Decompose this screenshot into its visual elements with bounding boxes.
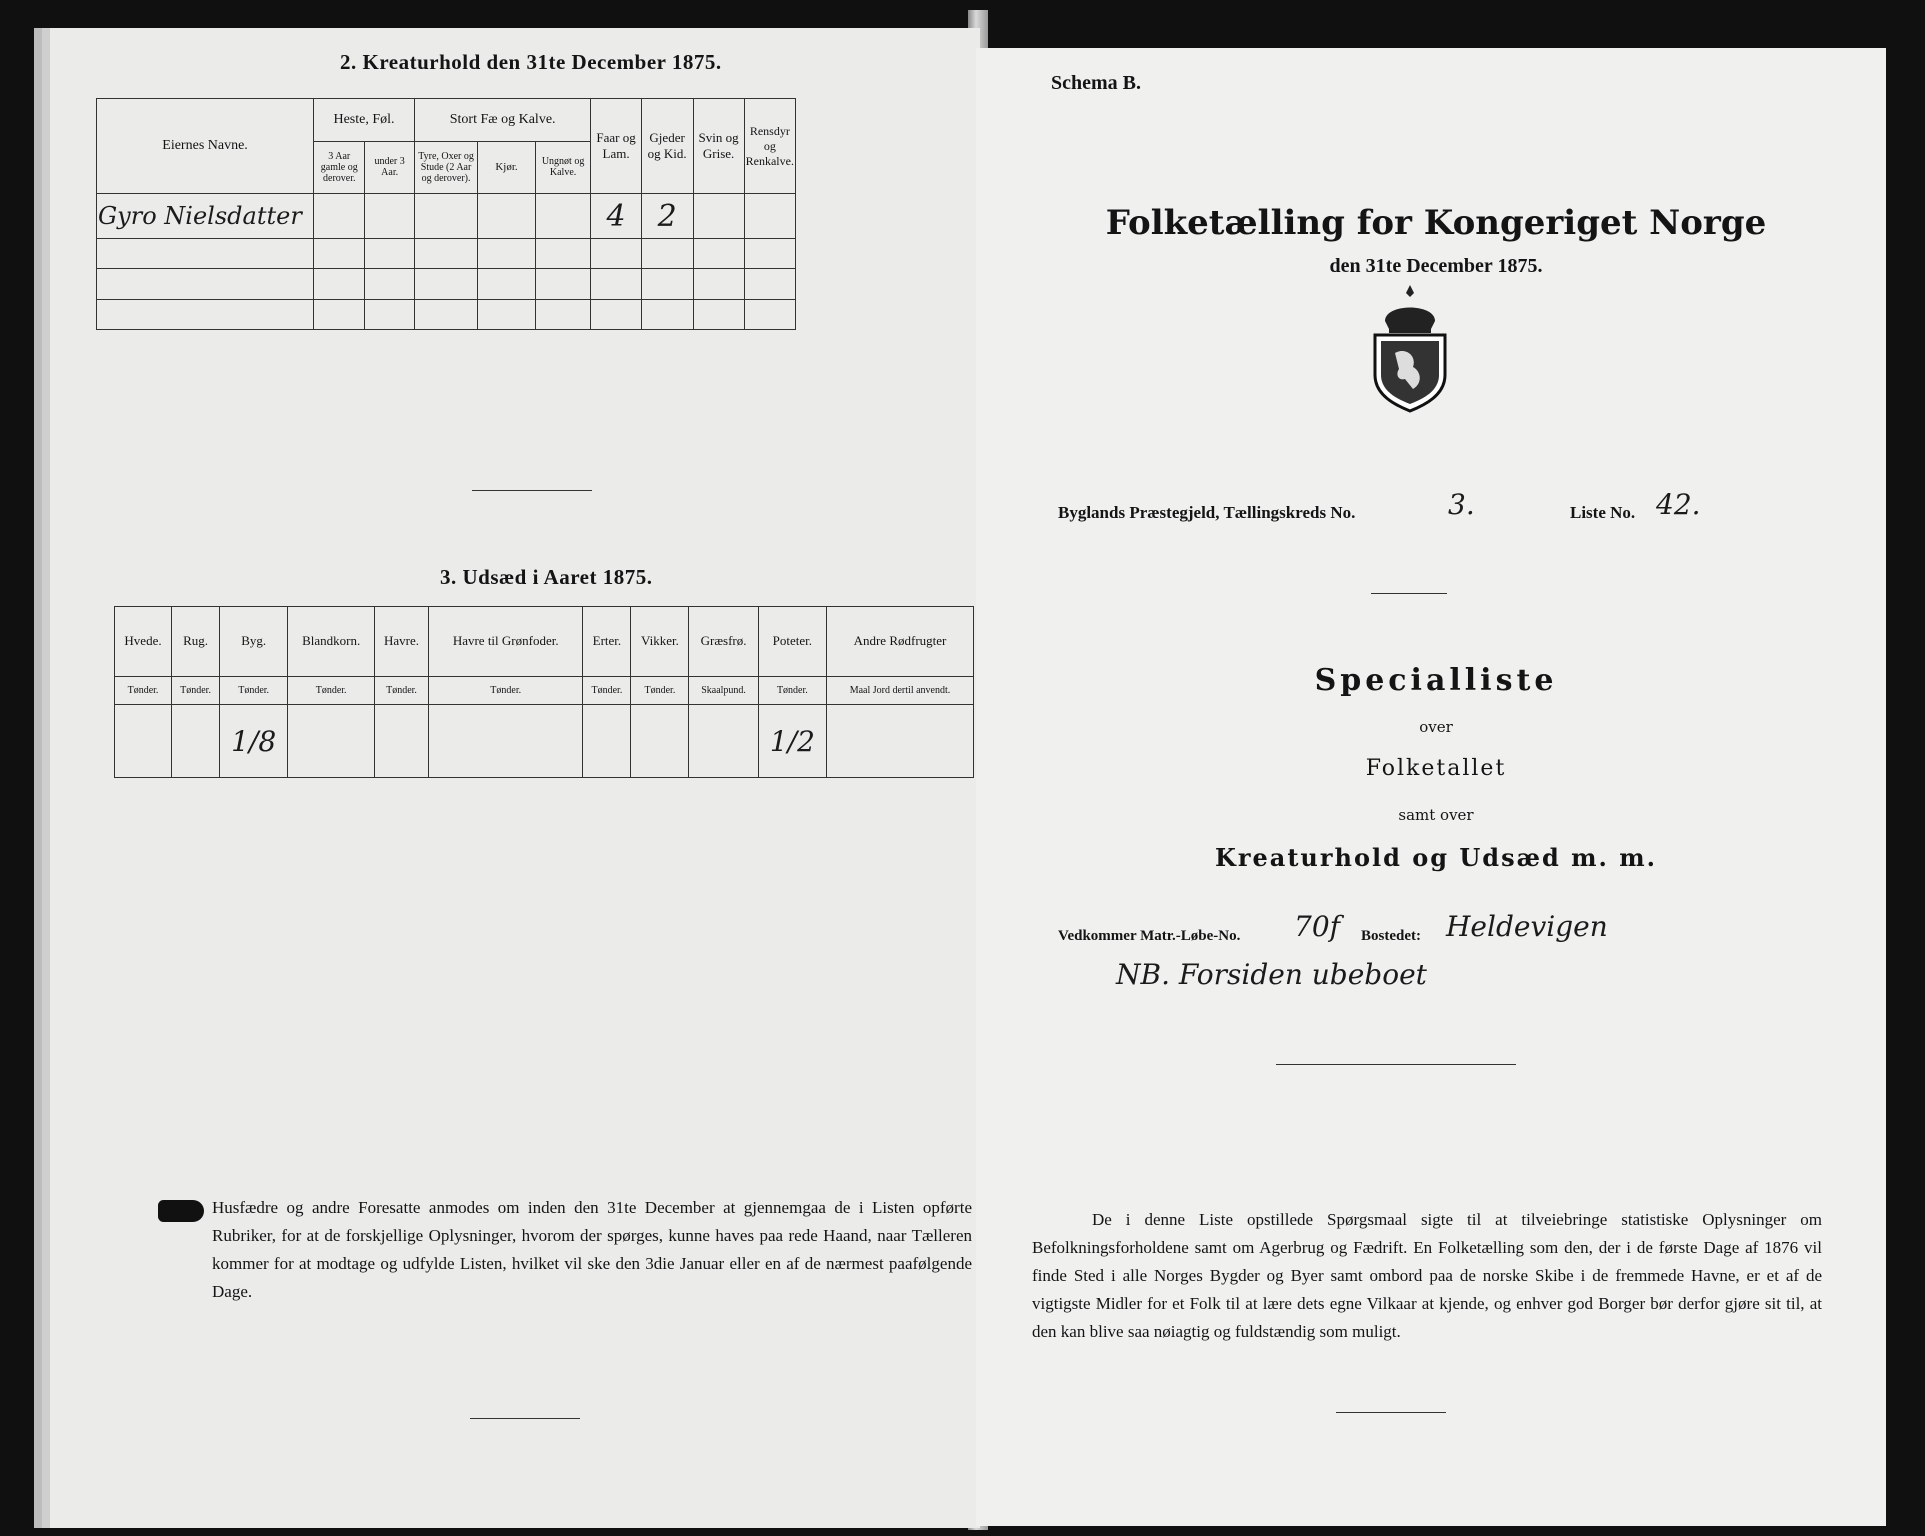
seed-header-9: Poteter. [758, 607, 826, 677]
seed-header-7: Vikker. [631, 607, 689, 677]
sheep-header: Faar og Lam. [591, 99, 641, 194]
left-page [50, 28, 980, 1528]
empty-cell [693, 238, 744, 268]
seed-value-1 [172, 705, 220, 778]
empty-cell [414, 299, 477, 329]
cell-calves [535, 194, 591, 239]
empty-cell [591, 299, 641, 329]
owner-header: Eiernes Navne. [97, 99, 314, 194]
empty-cell [591, 269, 641, 299]
seed-value-5 [429, 705, 583, 778]
kreaturhold-heading: Kreaturhold og Udsæd m. m. [1215, 843, 1657, 872]
over-text: over [1419, 718, 1453, 736]
folketallet-text: Folketallet [1365, 756, 1507, 781]
empty-cell [535, 269, 591, 299]
goats-count: 2 [641, 194, 693, 239]
seed-unit-10: Maal Jord dertil anvendt. [826, 676, 973, 705]
specialliste-heading: Specialliste [1314, 663, 1558, 698]
seed-value-10 [826, 705, 973, 778]
empty-cell [97, 299, 314, 329]
seed-unit-3: Tønder. [288, 676, 375, 705]
empty-cell [693, 269, 744, 299]
samt-over-text: samt over [1398, 806, 1474, 824]
empty-cell [365, 238, 414, 268]
list-label: Liste No. [1570, 503, 1636, 522]
pointing-hand-icon [158, 1200, 204, 1222]
empty-cell [641, 299, 693, 329]
seed-header-5: Havre til Grønfoder. [429, 607, 583, 677]
goats-header: Gjeder og Kid. [641, 99, 693, 194]
seed-unit-2: Tønder. [220, 676, 288, 705]
cell-horses-young [365, 194, 414, 239]
empty-cell [744, 269, 795, 299]
seed-header-1: Rug. [172, 607, 220, 677]
empty-cell [535, 299, 591, 329]
cattle-header: Stort Fæ og Kalve. [414, 99, 591, 142]
empty-cell [478, 269, 535, 299]
divider-rule [470, 1418, 580, 1419]
cell-reindeer [744, 194, 795, 239]
section-2-title: 2. Kreaturhold den 31te December 1875. [340, 50, 722, 74]
horses-adult-header: 3 Aar gamle og derover. [314, 141, 365, 194]
seed-unit-0: Tønder. [115, 676, 172, 705]
empty-cell [693, 299, 744, 329]
footer-text: De i denne Liste opstillede Spørgsmaal sigte til at tilveiebringe statistiske Oplysninger om Befolkningsforholdene samt om Agerbrug og Fædrift. En Folketælling som den, der i de første Dage af 1876 vil finde Sted i alle Norges Bygder og Byer samt ombord paa de norske Skibe i de fremmede Havne, er et af de vigtigste Midler for et Folk til at lære dets egne Vilkaar at kjende, og enhver god Borger bør derfor gjøre sit til, at den kan blive saa nøiagtig og fuldstændig som muligt. [1032, 1210, 1822, 1341]
horses-young-header: under 3 Aar. [365, 141, 414, 194]
empty-cell [478, 299, 535, 329]
matr-value: 70f [1294, 910, 1340, 943]
seed-header-10: Andre Rødfrugter [826, 607, 973, 677]
cell-bulls [414, 194, 477, 239]
empty-cell [365, 269, 414, 299]
seed-value-6 [583, 705, 631, 778]
bostedet-label: Bostedet: [1361, 928, 1421, 944]
seed-unit-5: Tønder. [429, 676, 583, 705]
right-page [976, 48, 1886, 1526]
seed-header-4: Havre. [375, 607, 429, 677]
cows-header: Kjør. [478, 141, 535, 194]
district-number: 3. [1448, 488, 1475, 521]
seed-unit-8: Skaalpund. [689, 676, 758, 705]
empty-cell [641, 269, 693, 299]
empty-cell [314, 299, 365, 329]
empty-cell [314, 269, 365, 299]
seed-header-6: Erter. [583, 607, 631, 677]
livestock-table [96, 98, 796, 330]
seed-value-0 [115, 705, 172, 778]
seed-table [114, 606, 974, 778]
matr-label: Vedkommer Matr.-Løbe-No. [1058, 928, 1241, 944]
empty-cell [414, 238, 477, 268]
divider-rule [1276, 1064, 1516, 1065]
seed-value-3 [288, 705, 375, 778]
empty-cell [97, 238, 314, 268]
bostedet-value: Heldevigen [1446, 910, 1608, 943]
empty-cell [591, 238, 641, 268]
seed-unit-1: Tønder. [172, 676, 220, 705]
divider-rule [1371, 593, 1447, 594]
list-number: 42. [1656, 488, 1701, 521]
divider-rule [472, 490, 592, 491]
empty-cell [535, 238, 591, 268]
divider-rule [1336, 1412, 1446, 1413]
empty-cell [97, 269, 314, 299]
cell-pigs [693, 194, 744, 239]
handwritten-note: NB. Forsiden ubeboet [1116, 958, 1427, 991]
cell-horses-adult [314, 194, 365, 239]
empty-cell [314, 238, 365, 268]
empty-cell [478, 238, 535, 268]
horses-header: Heste, Føl. [314, 99, 415, 142]
calves-header: Ungnøt og Kalve. [535, 141, 591, 194]
seed-unit-4: Tønder. [375, 676, 429, 705]
sheep-count: 4 [591, 194, 641, 239]
section-3-title: 3. Udsæd i Aaret 1875. [440, 565, 653, 589]
notice-text: Husfædre og andre Foresatte anmodes om inden den 31te December at gjennemgaa de i Listen opførte Rubriker, for at de forskjellige Oplysninger, hvorom der spørges, kunne haves paa rede Haand, naar Tælleren kommer for at modtage og udfylde Listen, hvilket vil ske den 3die Januar eller en af de nærmest paafølgende Dage. [212, 1198, 972, 1301]
seed-value-4 [375, 705, 429, 778]
seed-unit-9: Tønder. [758, 676, 826, 705]
empty-cell [365, 299, 414, 329]
document-title: Folketælling for Kongeriget Norge [1105, 203, 1767, 243]
seed-value-7 [631, 705, 689, 778]
schema-label: Schema B. [1051, 72, 1141, 94]
seed-value-2: 1/8 [220, 705, 288, 778]
empty-cell [641, 238, 693, 268]
seed-header-0: Hvede. [115, 607, 172, 677]
owner-name: Gyro Nielsdatter [97, 194, 314, 239]
pigs-header: Svin og Grise. [693, 99, 744, 194]
empty-cell [744, 299, 795, 329]
empty-cell [414, 269, 477, 299]
reindeer-header: Rensdyr og Renkalve. [744, 99, 795, 194]
empty-cell [744, 238, 795, 268]
document-date: den 31te December 1875. [1329, 255, 1543, 277]
seed-unit-7: Tønder. [631, 676, 689, 705]
seed-header-8: Græsfrø. [689, 607, 758, 677]
seed-unit-6: Tønder. [583, 676, 631, 705]
coat-of-arms-icon [1365, 283, 1455, 417]
seed-value-9: 1/2 [758, 705, 826, 778]
seed-header-2: Byg. [220, 607, 288, 677]
cell-cows [478, 194, 535, 239]
bulls-header: Tyre, Oxer og Stude (2 Aar og derover). [414, 141, 477, 194]
seed-value-8 [689, 705, 758, 778]
seed-header-3: Blandkorn. [288, 607, 375, 677]
parish-label: Byglands Præstegjeld, Tællingskreds No. [1058, 503, 1356, 522]
